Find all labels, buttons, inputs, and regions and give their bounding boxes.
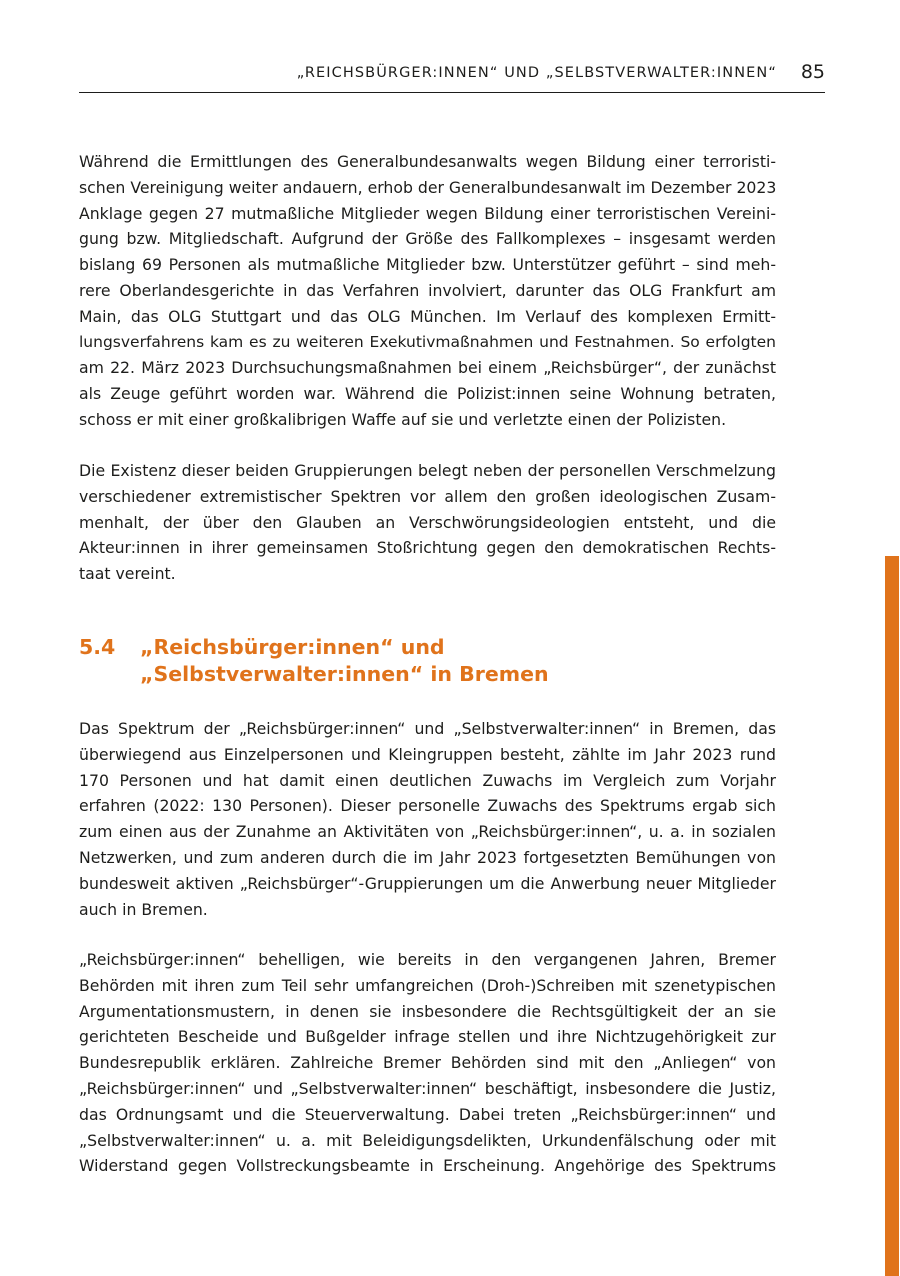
running-title: „REICHSBÜRGER:INNEN“ UND „SELBSTVERWALTER:INNEN“: [296, 65, 777, 81]
text-line: Das Spektrum der „Reichsbürger:innen“ und „Selbstverwalter:innen“ in Bremen, das: [79, 719, 776, 738]
text-line: überwiegend aus Einzelpersonen und Kleingruppen besteht, zählte im Jahr 2023 rund: [79, 744, 776, 764]
text-line: auch in Bremen.: [79, 899, 208, 919]
text-line: gung bzw. Mitgliedschaft. Aufgrund der Größe des Fallkomplexes – insgesamt werden: [79, 229, 776, 249]
text-line: rere Oberlandesgerichte in das Verfahren involviert, darunter das OLG Frankfurt am: [79, 280, 776, 300]
section-title-line: „Reichsbürger:innen“ und: [140, 635, 445, 659]
text-line: Anklage gegen 27 mutmaßliche Mitglieder wegen Bildung einer terroristischen Vereini-: [79, 203, 776, 223]
text-line: Main, das OLG Stuttgart und das OLG München. Im Verlauf des komplexen Ermitt-: [79, 306, 776, 326]
text-line: Widerstand gegen Vollstreckungsbeamte in Erscheinung. Angehörige des Spektrums: [79, 1156, 776, 1176]
text-line: Netzwerken, und zum anderen durch die im Jahr 2023 fortgesetzten Bemühungen von: [79, 847, 776, 867]
text-line: Bundesrepublik erklären. Zahlreiche Bremer Behörden sind mit den „Anliegen“ von: [79, 1053, 776, 1073]
text-line: schoss er mit einer großkalibrigen Waffe auf sie und verletzte einen der Polizisten.: [79, 409, 727, 429]
text-line: am 22. März 2023 Durchsuchungsmaßnahmen bei einem „Reichsbürger“, der zunächst: [79, 358, 776, 378]
text-line: Behörden mit ihren zum Teil sehr umfangreichen (Droh-)Schreiben mit szenetypischen: [79, 975, 776, 995]
paragraph-investigations: [79, 149, 776, 433]
text-line: bundesweit aktiven „Reichsbürger“-Gruppierungen um die Anwerbung neuer Mitglieder: [79, 873, 776, 893]
section-number: 5.4: [79, 635, 116, 659]
text-line: menhalt, der über den Glauben an Verschwörungsideologien entsteht, und die: [79, 512, 776, 532]
text-line: Argumentationsmustern, in denen sie insbesondere die Rechtsgültigkeit der an sie: [79, 1001, 776, 1021]
text-line: lungsverfahrens kam es zu weiteren Exekutivmaßnahmen und Festnahmen. So erfolgten: [79, 332, 776, 351]
paragraph-bremen-spectrum: [79, 716, 776, 922]
text-line: zum einen aus der Zunahme an Aktivitäten von „Reichsbürger:innen“, u. a. in sozialen: [79, 822, 776, 842]
section-title-line: „Selbstverwalter:innen“ in Bremen: [140, 662, 549, 686]
text-line: erfahren (2022: 130 Personen). Dieser personelle Zuwachs des Spektrums ergab sich: [79, 796, 776, 816]
text-line: „Reichsbürger:innen“ und „Selbstverwalter:innen“ beschäftigt, insbesondere die Justiz,: [79, 1078, 776, 1098]
running-header: [79, 58, 825, 93]
section-heading: [79, 634, 549, 688]
text-line: 170 Personen und hat damit einen deutlichen Zuwachs im Vergleich zum Vorjahr: [79, 770, 776, 790]
text-line: schen Vereinigung weiter andauern, erhob der Generalbundesanwalt im Dezember 2023: [79, 177, 777, 197]
paragraph-groups-cohesion: [79, 458, 776, 587]
text-line: gerichteten Bescheide und Bußgelder infrage stellen und ihre Nichtzugehörigkeit zur: [79, 1027, 776, 1047]
text-line: „Reichsbürger:innen“ behelligen, wie bereits in den vergangenen Jahren, Bremer: [79, 950, 776, 969]
text-line: verschiedener extremistischer Spektren vor allem den großen ideologischen Zusam-: [79, 486, 776, 506]
text-line: das Ordnungsamt und die Steuerverwaltung. Dabei treten „Reichsbürger:innen“ und: [79, 1104, 776, 1124]
text-line: bislang 69 Personen als mutmaßliche Mitglieder bzw. Unterstützer geführt – sind meh-: [79, 255, 776, 275]
chapter-marker-bar: [885, 556, 899, 1276]
paragraph-authorities: [79, 947, 776, 1179]
text-line: „Selbstverwalter:innen“ u. a. mit Beleidigungsdelikten, Urkundenfälschung oder mit: [79, 1130, 776, 1150]
text-line: Während die Ermittlungen des Generalbundesanwalts wegen Bildung einer terroristi-: [79, 152, 776, 171]
text-line: Akteur:innen in ihrer gemeinsamen Stoßrichtung gegen den demokratischen Rechts-: [79, 538, 776, 558]
text-line: als Zeuge geführt worden war. Während die Polizist:innen seine Wohnung betraten,: [79, 384, 776, 404]
text-line: taat vereint.: [79, 564, 176, 584]
page-number: 85: [800, 61, 825, 83]
text-line: Die Existenz dieser beiden Gruppierungen belegt neben der personellen Verschmelzung: [79, 461, 776, 480]
